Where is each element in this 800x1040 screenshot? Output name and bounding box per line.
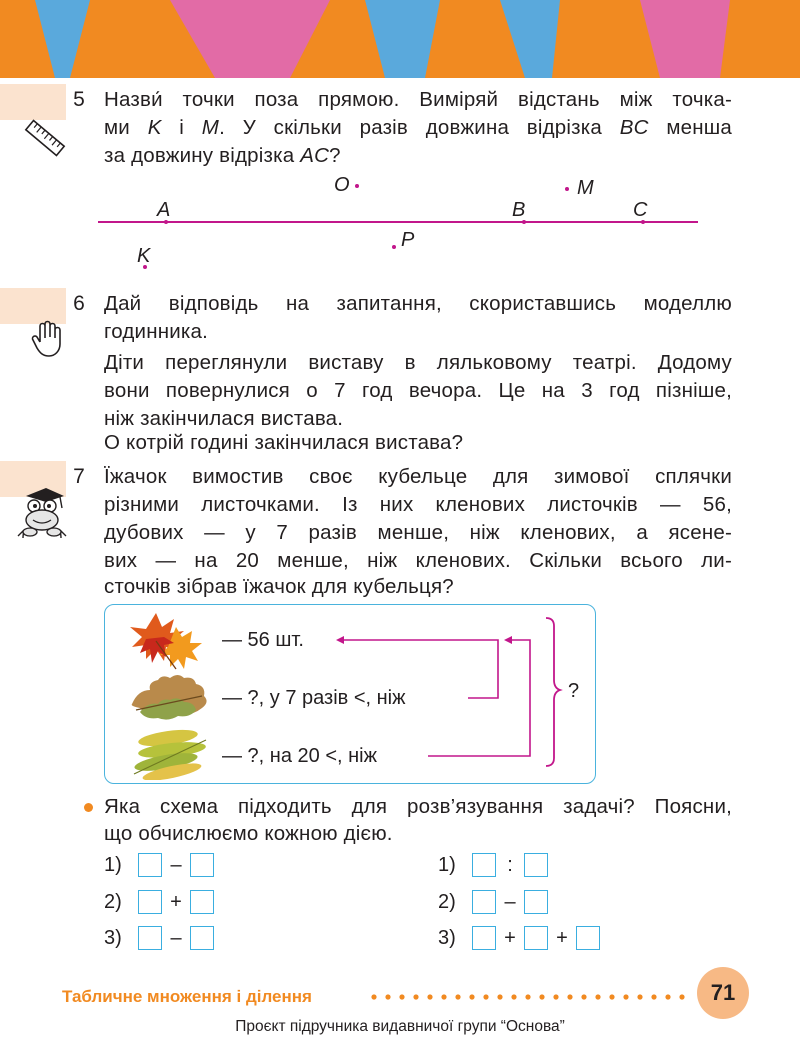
publisher-credit: Проєкт підручника видавничої групи “Основа” [235,1018,565,1035]
answer-box[interactable] [472,853,496,877]
ash-leaves-icon [128,726,210,780]
ex5-line-3: за довжину відрізка AC? [104,144,341,167]
ex5-line-1: Назви́ точки поза прямою. Виміряй відстань між точка- [104,88,732,111]
left-scheme-row-3: 3) – [104,924,214,952]
scheme-row-oak: — ?, у 7 разів <, ніж [222,687,406,709]
point-o-dot [355,184,359,188]
point-m-dot [565,187,569,191]
footer-dot-leader [370,992,690,1002]
exercise-number-5: 5 [73,88,85,111]
point-o-label: O [334,174,350,196]
point-p-dot [392,245,396,249]
right-scheme-row-1: 1) : [438,851,548,879]
top-banner [0,0,800,78]
answer-box[interactable] [138,853,162,877]
scheme-arrows [330,612,600,782]
answer-box[interactable] [190,890,214,914]
point-m-label: M [577,177,594,199]
point-a-label: A [157,199,171,221]
point-b-label: B [512,199,526,221]
hand-icon [30,320,64,358]
ex6-line-2: годинника. [104,320,208,343]
answer-box[interactable] [138,890,162,914]
scheme-total-question: ? [568,680,580,702]
ex7-line-5: сточків зібрав їжачок для кубельця? [104,575,454,598]
straight-line [98,221,698,223]
ex7-line-4: вих — на 20 менше, ніж кленових. Скільки всього ли- [104,549,732,572]
bullet-dot [84,803,93,812]
page-number: 71 [697,967,749,1019]
left-scheme-row-1: 1) – [104,851,214,879]
point-k-label: K [137,245,151,267]
answer-box[interactable] [524,926,548,950]
ruler-icon [22,115,68,161]
exercise-number-6: 6 [73,292,85,315]
point-c-label: C [633,199,648,221]
exercise-number-7: 7 [73,465,85,488]
chapter-title: Табличне множення і ділення [62,987,312,1006]
ex7-line-3: дубових — у 7 разів менше, ніж кленових, а ясене- [104,521,732,544]
ex7-line-2: різними листочками. Із них кленових листочків — 56, [104,493,732,516]
ex6-story-1: Діти переглянули виставу в ляльковому театрі. Додому [104,351,732,374]
answer-box[interactable] [138,926,162,950]
ex5-line-2: ми K і M. У скільки разів довжина відрізка BC менша [104,116,733,139]
answer-box[interactable] [190,853,214,877]
frog-icon [16,484,68,540]
scheme-row-ash: — ?, на 20 <, ніж [222,745,377,767]
maple-leaves-icon [126,609,210,673]
scheme-row-maple: — 56 шт. [222,629,304,651]
answer-box[interactable] [524,890,548,914]
ex6-story-3: ніж закінчилася вистава. [104,407,344,430]
answer-box[interactable] [472,926,496,950]
left-scheme-row-2: 2) + [104,888,214,916]
ex7-line-1: Їжачок вимостив своє кубельце для зимової сплячки [104,465,732,488]
answer-box[interactable] [524,853,548,877]
ex7-bullet-line-1: Яка схема підходить для розв’язування задачі? Поясни, [104,795,732,818]
exercise-tab-6 [0,288,66,324]
right-scheme-row-2: 2) – [438,888,548,916]
point-p-label: P [401,229,415,251]
ex6-story-2: вони повернулися о 7 год вечора. Це на 3 год пізніше, [104,379,732,402]
answer-box[interactable] [190,926,214,950]
oak-leaves-icon [126,670,210,724]
right-scheme-row-3: 3) + + [438,924,600,952]
ex6-question: О котрій годині закінчилася вистава? [104,431,464,454]
answer-box[interactable] [472,890,496,914]
ex6-line-1: Дай відповідь на запитання, скориставшись моделлю [104,292,732,315]
answer-box[interactable] [576,926,600,950]
ex7-bullet-line-2: що обчислюємо кожною дією. [104,822,393,845]
